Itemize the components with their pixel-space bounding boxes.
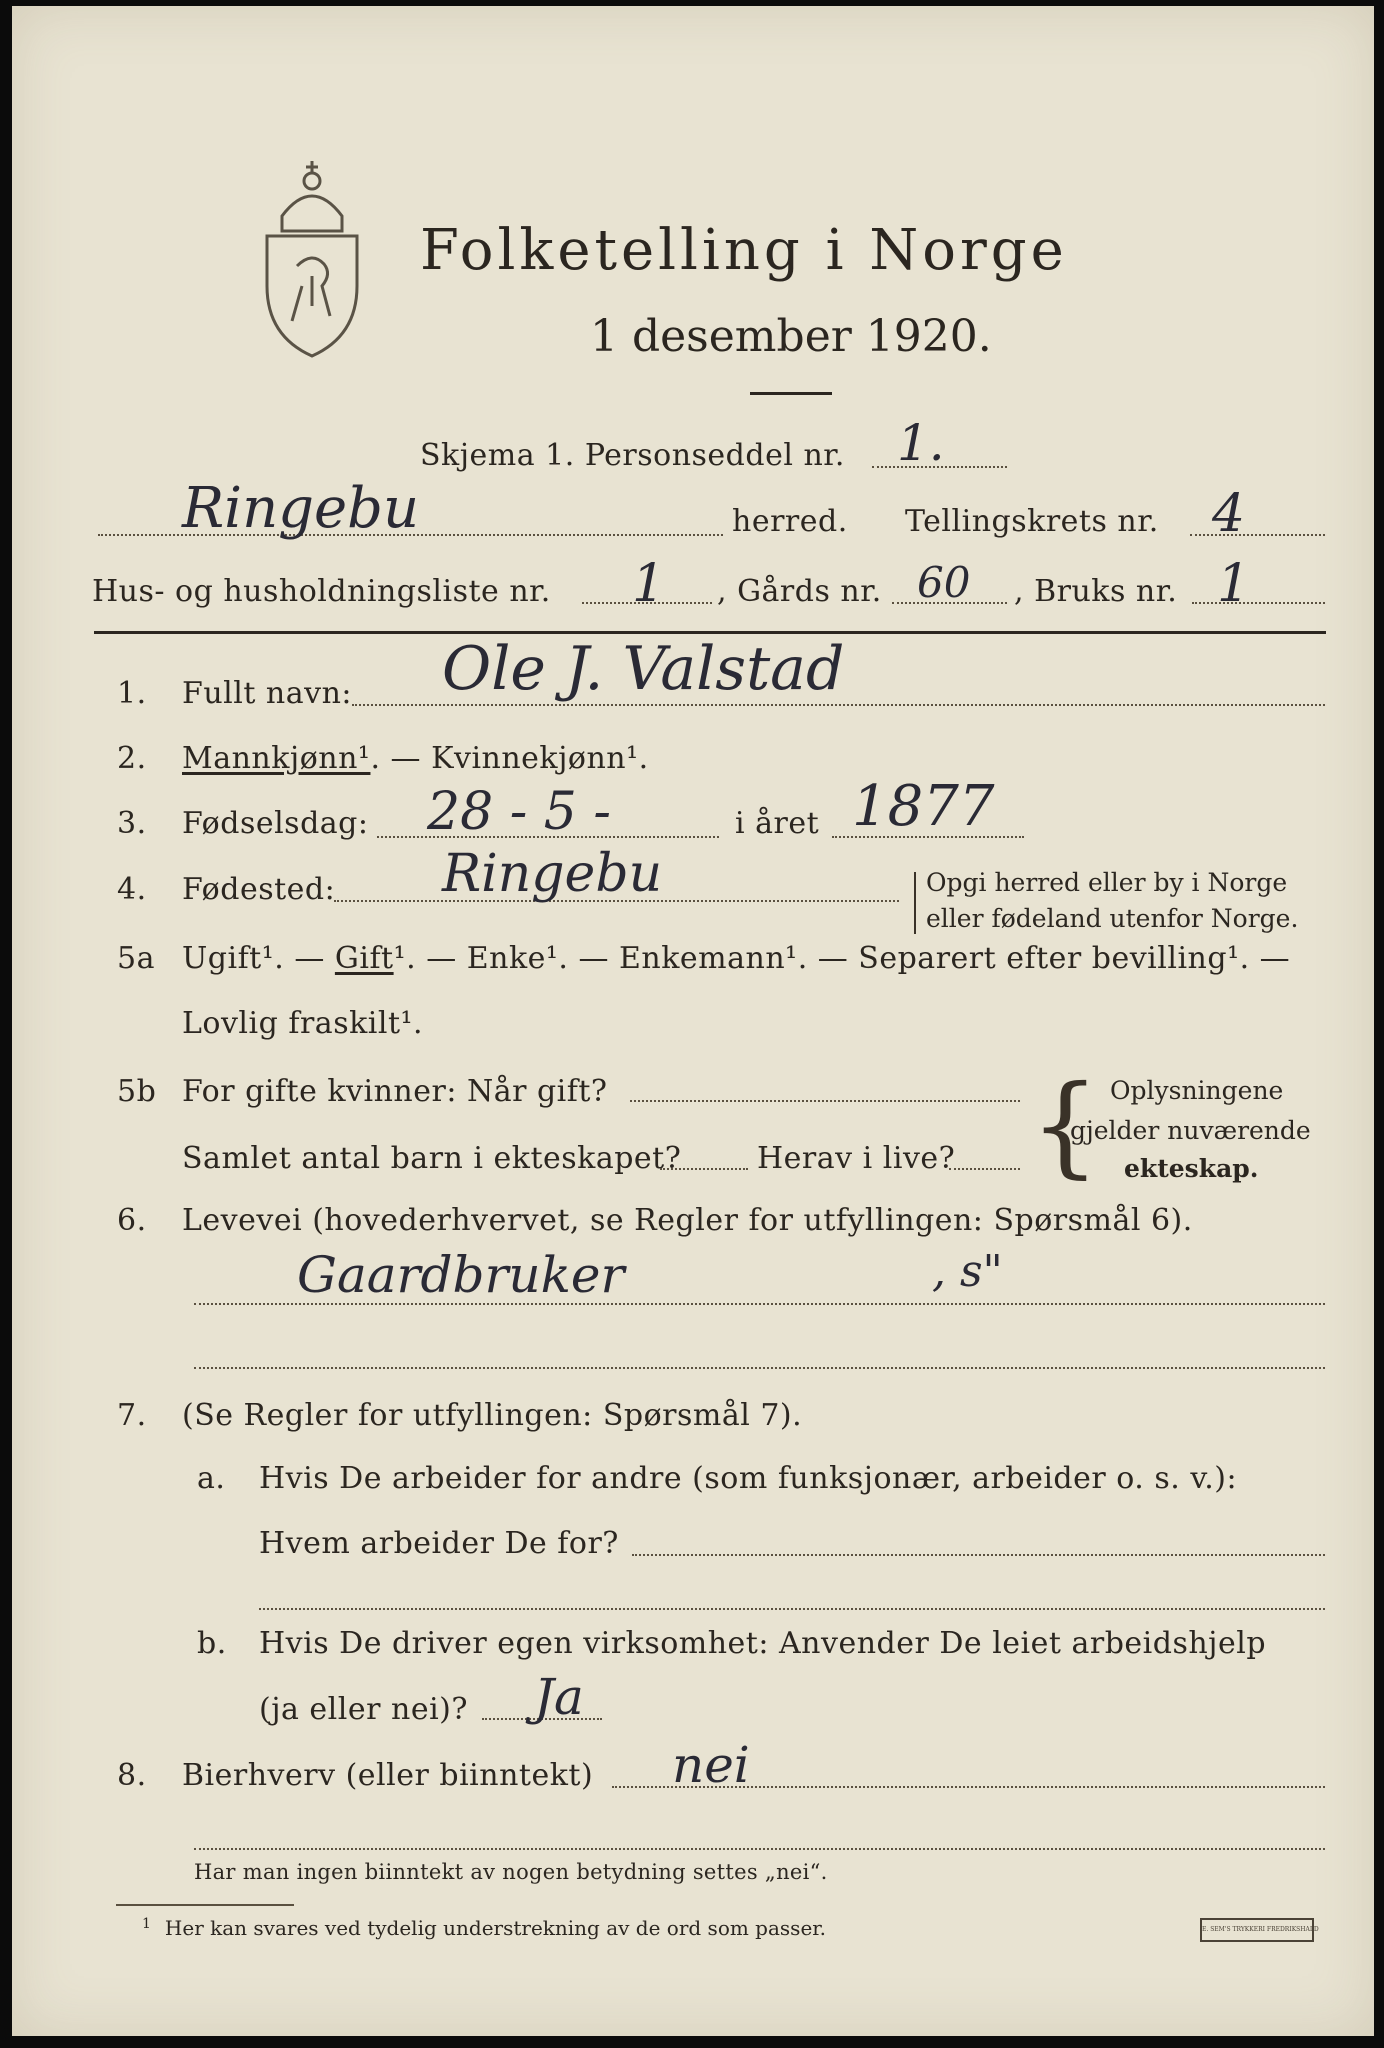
gards-value[interactable]: 60 (917, 558, 971, 607)
q5b-label1: For gifte kvinner: Når gift? (182, 1074, 608, 1109)
q2-options (182, 741, 649, 776)
q7a-question: Hvem arbeider De for? (259, 1526, 619, 1561)
title-divider (750, 392, 832, 395)
q3-date-value[interactable]: 28 - 5 - (427, 782, 611, 842)
printer-stamp-text: E. SEM'S TRYKKERI FREDRIKSHALD (1202, 1926, 1319, 1933)
q7a-label: Hvis De arbeider for andre (som funksjonær, arbeider o. s. v.): (259, 1461, 1238, 1496)
q1-line (352, 704, 1325, 706)
q6-label: Levevei (hovederhvervet, se Regler for utfyllingen: Spørsmål 6). (182, 1203, 1193, 1238)
income-note: Har man ingen biinntekt av nogen betydning settes „nei“. (194, 1860, 828, 1884)
bruks-line (1192, 602, 1325, 604)
q1-number: 1. (117, 676, 147, 711)
q5a-option-divorced[interactable]: Lovlig fraskilt¹. (182, 1006, 424, 1041)
form-title: Folketelling i Norge (420, 218, 1068, 283)
form-date: 1 desember 1920. (590, 311, 992, 362)
q6-value-extra[interactable]: , s" (932, 1246, 1003, 1297)
q7a-line1 (632, 1554, 1325, 1556)
q3-year-value[interactable]: 1877 (852, 774, 995, 839)
q3-number: 3. (117, 806, 147, 841)
q5b-label3: Herav i live? (757, 1141, 956, 1176)
bruks-label: , Bruks nr. (1014, 574, 1178, 609)
q5b-line3 (949, 1168, 1020, 1170)
q7a-line2 (259, 1608, 1325, 1610)
q8-number: 8. (117, 1758, 147, 1793)
q4-note-line2: eller fødeland utenfor Norge. (926, 904, 1299, 933)
q5b-line1 (630, 1100, 1020, 1102)
herred-label: herred. (732, 504, 848, 539)
q7a-letter: a. (197, 1461, 226, 1496)
bruks-value[interactable]: 1 (1217, 554, 1251, 614)
q6-number: 6. (117, 1203, 147, 1238)
footnote-marker: 1 (142, 1916, 151, 1932)
q7-label: (Se Regler for utfyllingen: Spørsmål 7). (182, 1398, 803, 1433)
q5a-option-rest[interactable]: ¹. — Enke¹. — Enkemann¹. — Separert efter bevilling¹. — (393, 941, 1291, 976)
q3-year-label: i året (735, 806, 820, 841)
q5a-option-unmarried[interactable]: Ugift¹. — (182, 941, 335, 976)
q5b-number: 5b (117, 1074, 157, 1109)
q7b-label: Hvis De driver egen virksomhet: Anvender De leiet arbeidshjelp (259, 1626, 1267, 1661)
q5b-note-line2: gjelder nuværende (1070, 1116, 1311, 1145)
q8-line2 (194, 1848, 1325, 1850)
q3-label: Fødselsdag: (182, 806, 369, 841)
schema-label: Skjema 1. Personseddel nr. (420, 438, 845, 473)
q7-number: 7. (117, 1398, 147, 1433)
personseddel-value[interactable]: 1. (897, 414, 945, 472)
q2-option-female[interactable]: . — Kvinnekjønn¹. (370, 741, 649, 776)
q5a-option-married[interactable]: Gift (334, 941, 394, 976)
q1-value[interactable]: Ole J. Valstad (442, 634, 845, 704)
q6-line1 (194, 1303, 1325, 1305)
herred-value[interactable]: Ringebu (182, 476, 420, 541)
husliste-label: Hus- og husholdningsliste nr. (92, 574, 551, 609)
coat-of-arms-icon (252, 156, 372, 361)
q5a-options (182, 941, 1290, 976)
q6-line2 (194, 1367, 1325, 1369)
q4-value[interactable]: Ringebu (442, 844, 663, 904)
footnote (142, 1916, 826, 1940)
printer-stamp (1200, 1918, 1319, 1942)
gards-label: , Gårds nr. (717, 574, 882, 609)
husliste-value[interactable]: 1 (632, 554, 666, 614)
q1-label: Fullt navn: (182, 676, 353, 711)
q6-value[interactable]: Gaardbruker (297, 1246, 625, 1304)
q5b-label2: Samlet antal barn i ekteskapet? (182, 1141, 682, 1176)
q8-value[interactable]: nei (672, 1736, 750, 1794)
q2-option-male[interactable]: Mannkjønn¹ (182, 741, 371, 776)
q5b-brace: { (1030, 1061, 1100, 1189)
q5b-line2 (660, 1168, 748, 1170)
census-form (12, 6, 1374, 2036)
q4-note-line1: Opgi herred eller by i Norge (926, 868, 1288, 897)
q4-number: 4. (117, 872, 147, 907)
tellingskrets-line (1190, 534, 1325, 536)
tellingskrets-value[interactable]: 4 (1212, 484, 1246, 544)
q5b-note-line1: Oplysningene (1110, 1076, 1284, 1105)
tellingskrets-label: Tellingskrets nr. (905, 504, 1159, 539)
footnote-text: Her kan svares ved tydelig understrekning av de ord som passer. (164, 1916, 826, 1940)
q7b-question: (ja eller nei)? (259, 1692, 468, 1727)
q7b-value[interactable]: Ja (534, 1668, 584, 1726)
footnote-divider (116, 1904, 294, 1906)
q7b-letter: b. (197, 1626, 227, 1661)
q8-label: Bierhverv (eller biinntekt) (182, 1758, 594, 1793)
q5a-number: 5a (117, 941, 155, 976)
q2-number: 2. (117, 741, 147, 776)
q4-label: Fødested: (182, 872, 336, 907)
q4-note-bar (914, 872, 916, 934)
q5b-note-line3: ekteskap. (1124, 1154, 1259, 1183)
